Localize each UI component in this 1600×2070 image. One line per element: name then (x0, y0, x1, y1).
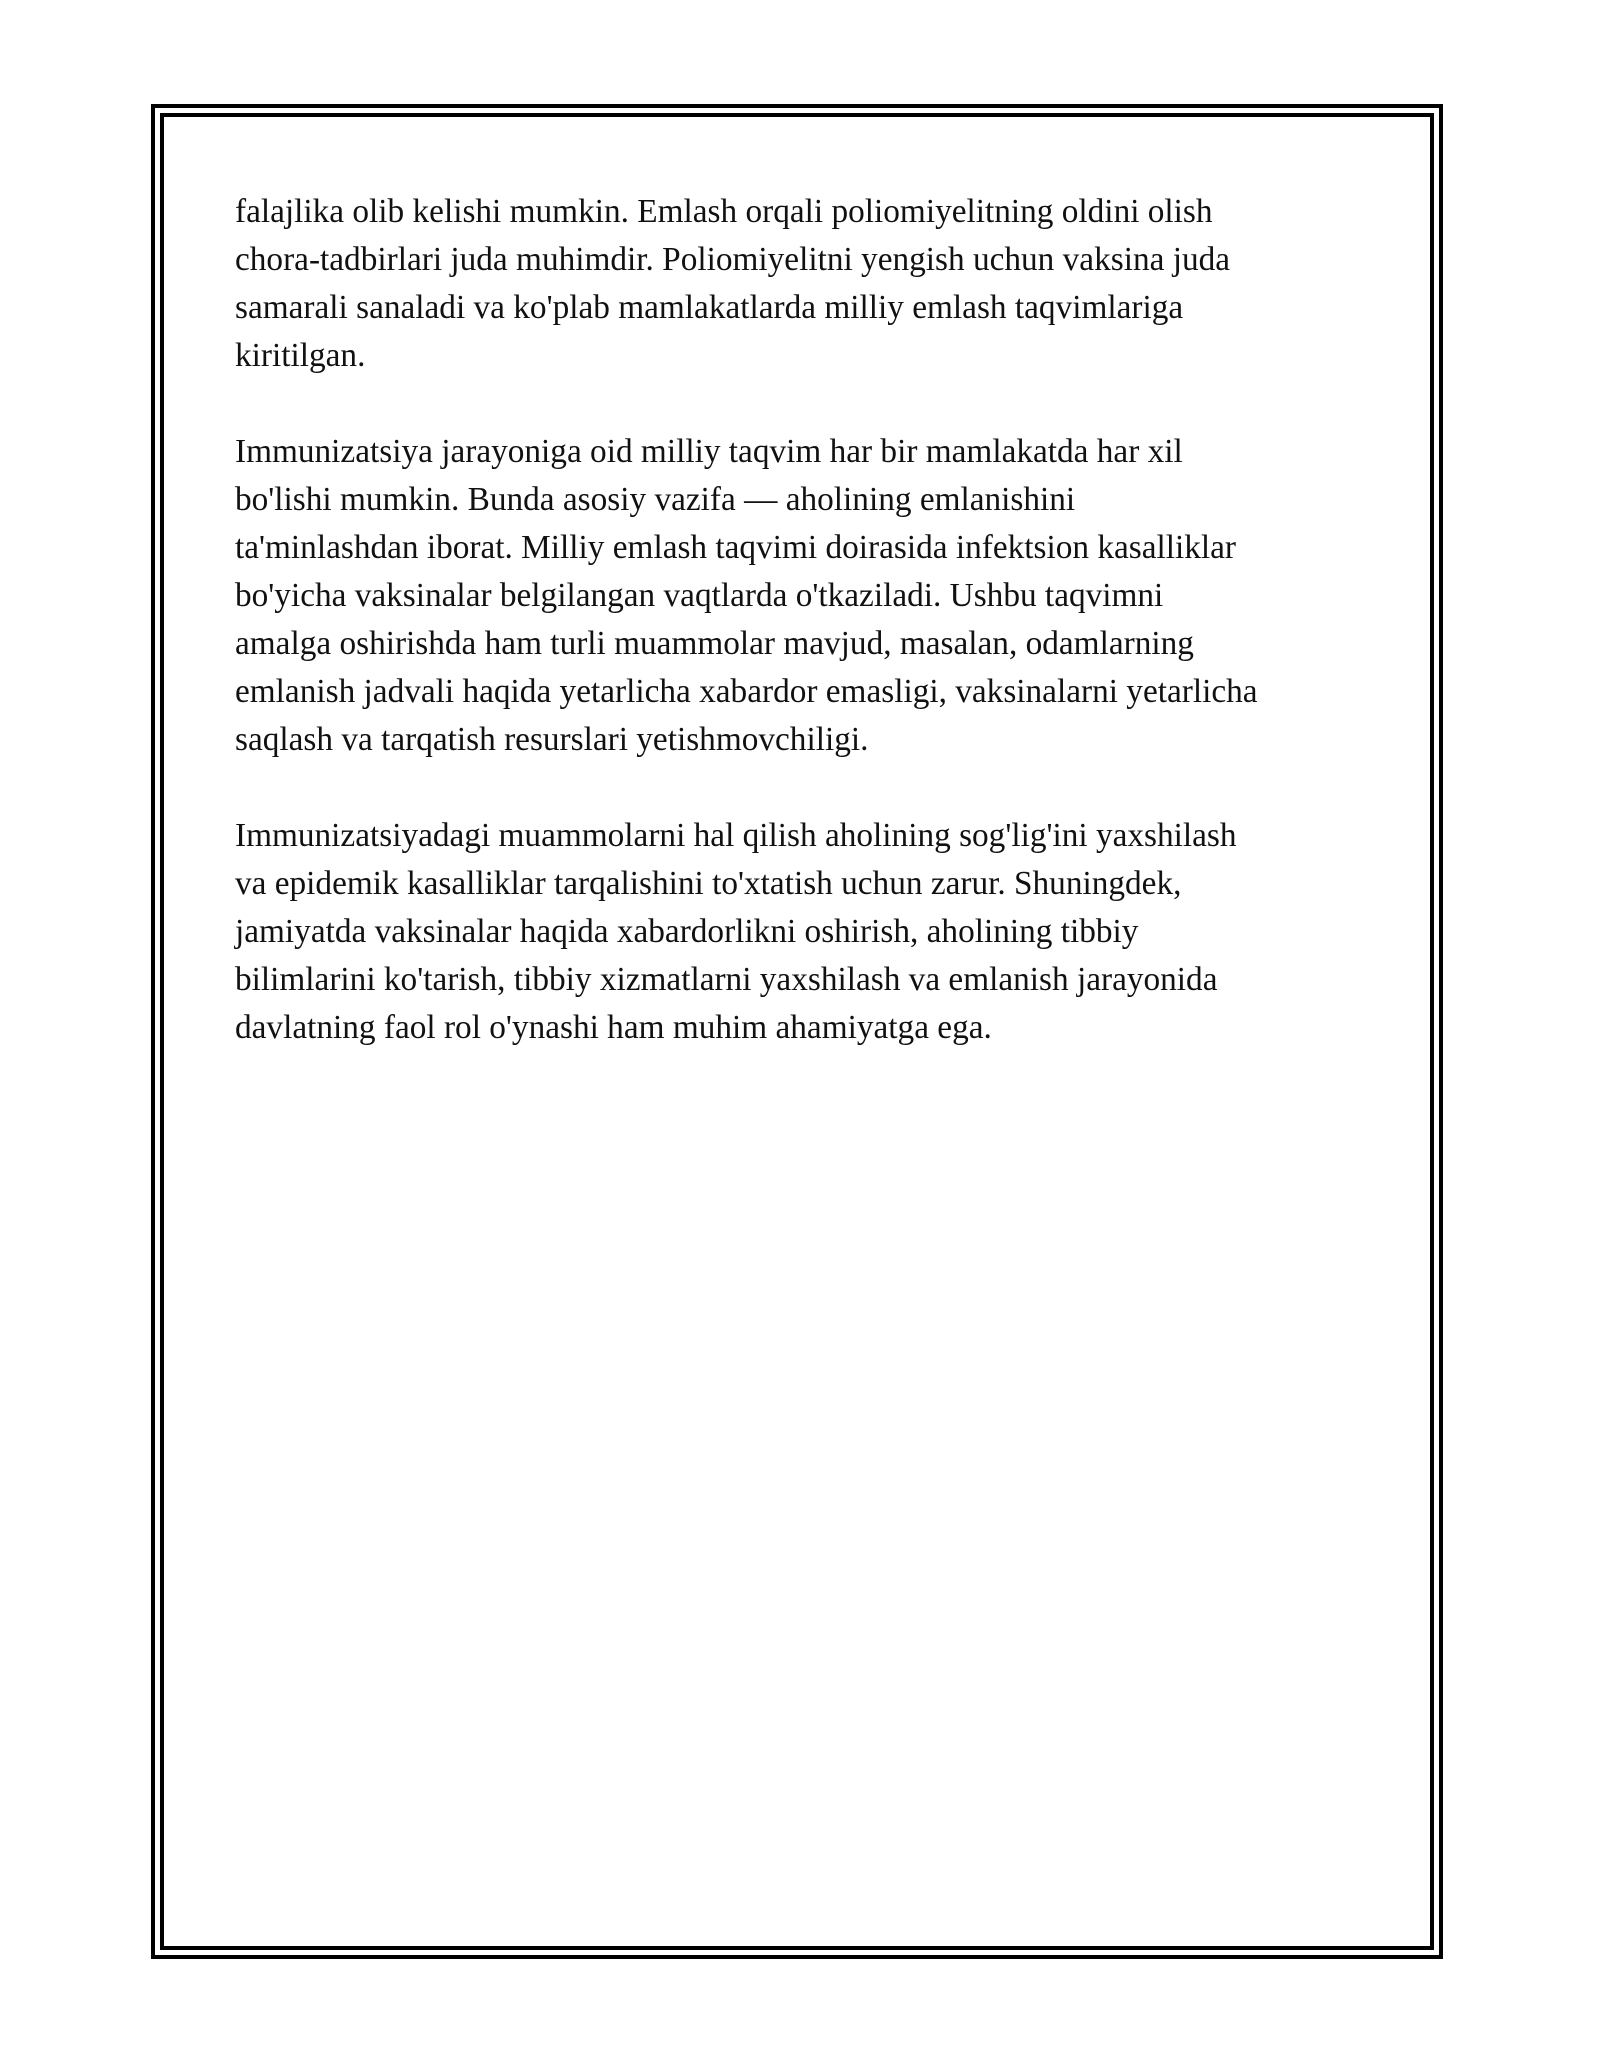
text-line: Immunizatsiya jarayoniga oid milliy taqvim har bir mamlakatda har xil (235, 433, 1183, 470)
text-line: chora-tadbirlari juda muhimdir. Poliomiyelitni yengish uchun vaksina juda (235, 241, 1231, 278)
text-line: kiritilgan. (235, 337, 366, 374)
text-line: samarali sanaladi va ko'plab mamlakatlarda milliy emlash taqvimlariga (235, 289, 1184, 326)
text-line: bo'lishi mumkin. Bunda asosiy vazifa — aholining emlanishini (235, 481, 1076, 518)
text-line: falajlika olib kelishi mumkin. Emlash orqali poliomiyelitning oldini olish (235, 193, 1213, 230)
text-line: davlatning faol rol o'ynashi ham muhim ahamiyatga ega. (235, 1009, 992, 1046)
paragraph-3 (235, 812, 1365, 1052)
text-line: saqlash va tarqatish resurslari yetishmovchiligi. (235, 721, 869, 758)
text-line: Immunizatsiyadagi muammolarni hal qilish aholining sog'lig'ini yaxshilash (235, 817, 1237, 854)
paragraph-1 (235, 188, 1365, 380)
paragraph-2 (235, 428, 1365, 764)
document-body (235, 188, 1365, 1100)
text-line: ta'minlashdan iborat. Milliy emlash taqvimi doirasida infektsion kasalliklar (235, 529, 1237, 566)
text-line: bo'yicha vaksinalar belgilangan vaqtlarda o'tkaziladi. Ushbu taqvimni (235, 577, 1164, 614)
text-line: bilimlarini ko'tarish, tibbiy xizmatlarni yaxshilash va emlanish jarayonida (235, 961, 1218, 998)
text-line: jamiyatda vaksinalar haqida xabardorlikni oshirish, aholining tibbiy (235, 913, 1139, 950)
text-line: amalga oshirishda ham turli muammolar mavjud, masalan, odamlarning (235, 625, 1194, 662)
text-line: va epidemik kasalliklar tarqalishini to'xtatish uchun zarur. Shuningdek, (235, 865, 1182, 902)
text-line: emlanish jadvali haqida yetarlicha xabardor emasligi, vaksinalarni yetarlicha (235, 673, 1258, 710)
